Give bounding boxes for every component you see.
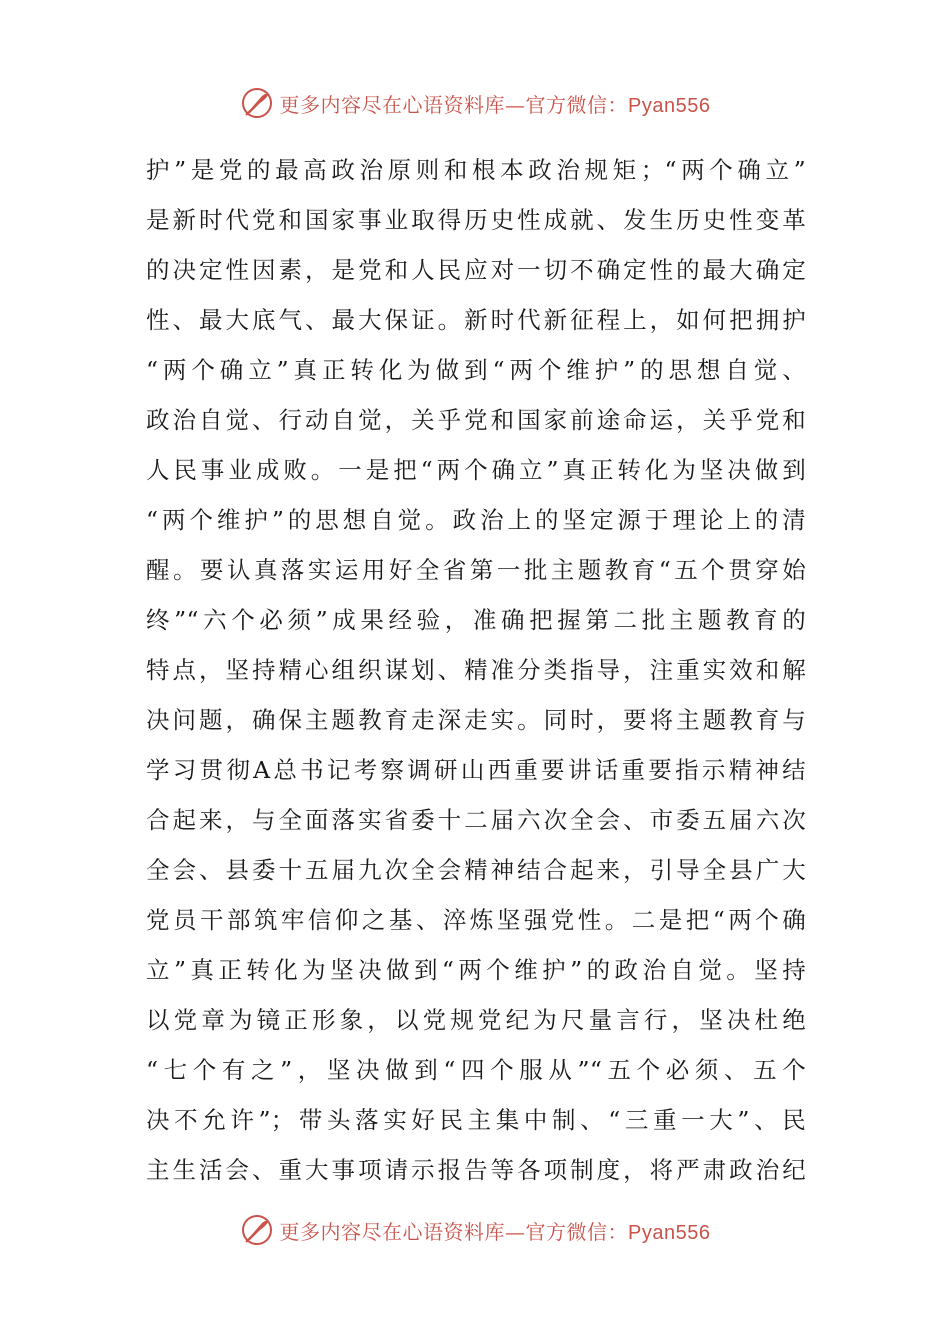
wechat-id: Pyan556: [628, 94, 711, 117]
text-line: 护”是党的最高政治原则和根本政治规矩；“两个确立”: [146, 156, 806, 184]
text-line: 特点，坚持精心组织谋划、精准分类指导，注重实效和解: [146, 656, 806, 684]
text-line: 合起来，与全面落实省委十二届六次全会、市委五届六次: [146, 806, 806, 834]
text-line: 立”真正转化为坚决做到“两个维护”的政治自觉。坚持: [146, 956, 806, 984]
text-line: 主生活会、重大事项请示报告等各项制度，将严肃政治纪: [146, 1156, 806, 1184]
text-line: 政治自觉、行动自觉，关乎党和国家前途命运，关乎党和: [146, 406, 806, 434]
text-line: 学习贯彻A总书记考察调研山西重要讲话重要指示精神结: [146, 756, 806, 784]
text-line: “七个有之”，坚决做到“四个服从”“五个必须、五个: [146, 1056, 806, 1084]
text-line: 党员干部筑牢信仰之基、淬炼坚强党性。二是把“两个确: [146, 906, 806, 934]
wechat-id: Pyan556: [628, 1221, 711, 1244]
footer-banner: [0, 1208, 950, 1252]
text-line: “两个维护”的思想自觉。政治上的坚定源于理论上的清: [146, 506, 806, 534]
document-body: [146, 145, 806, 1195]
text-line: 全会、县委十五届九次全会精神结合起来，引导全县广大: [146, 856, 806, 884]
text-line: 决问题，确保主题教育走深走实。同时，要将主题教育与: [146, 706, 806, 734]
header-banner: [0, 81, 950, 125]
text-line: 决不允许”；带头落实好民主集中制、“三重一大”、民: [146, 1106, 806, 1134]
text-line: 的决定性因素，是党和人民应对一切不确定性的最大确定: [146, 256, 806, 284]
text-line: 以党章为镜正形象，以党规党纪为尺量言行，坚决杜绝: [146, 1006, 806, 1034]
text-line: 人民事业成败。一是把“两个确立”真正转化为坚决做到: [146, 456, 806, 484]
banner-text: 更多内容尽在心语资料库—官方微信：Pyan556: [279, 92, 711, 117]
banner-text: 更多内容尽在心语资料库—官方微信：Pyan556: [279, 1219, 711, 1244]
text-line: 醒。要认真落实运用好全省第一批主题教育“五个贯穿始: [146, 556, 806, 584]
text-line: 是新时代党和国家事业取得历史性成就、发生历史性变革: [146, 206, 806, 234]
quill-pen-logo-icon: [240, 1213, 274, 1247]
text-line: 性、最大底气、最大保证。新时代新征程上，如何把拥护: [146, 306, 806, 334]
quill-pen-logo-icon: [240, 86, 274, 120]
text-line: 终”“六个必须”成果经验，准确把握第二批主题教育的: [146, 606, 806, 634]
text-line: “两个确立”真正转化为做到“两个维护”的思想自觉、: [146, 356, 806, 384]
